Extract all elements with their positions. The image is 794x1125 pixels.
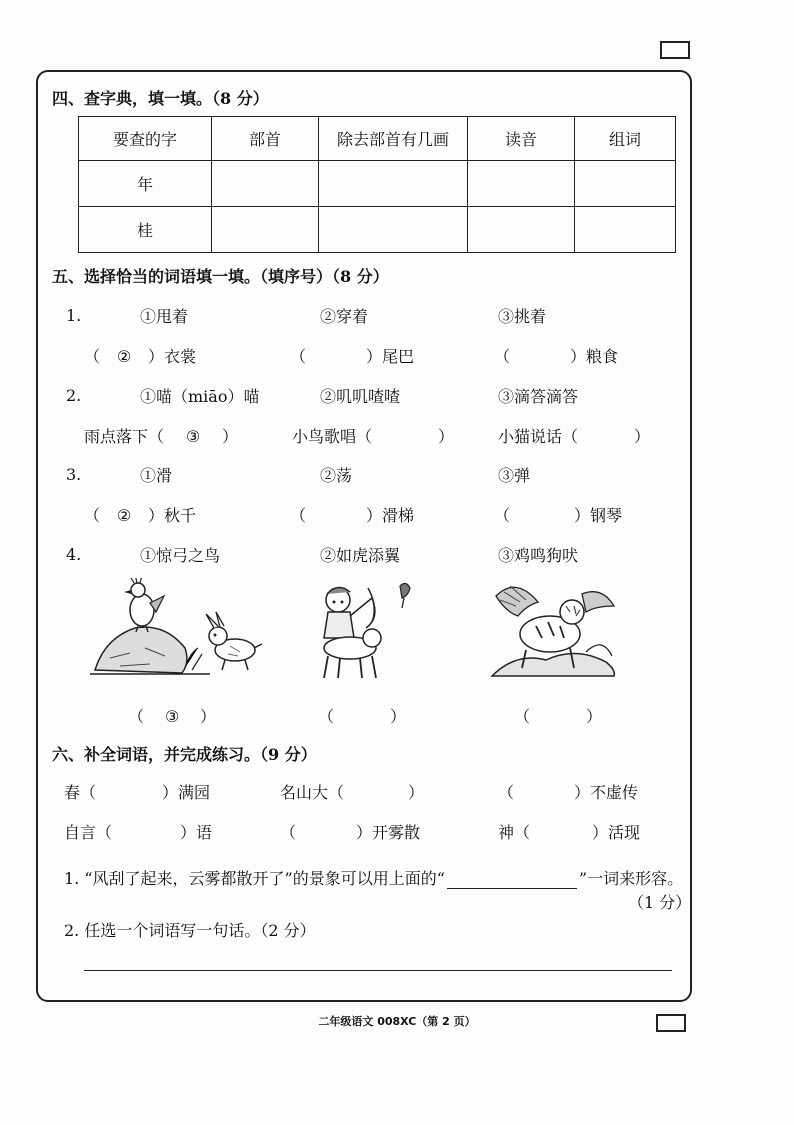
q3-blank-3[interactable]: （ ）钢琴 xyxy=(494,506,623,525)
q1-blank-2[interactable]: （ ）尾巴 xyxy=(290,347,415,366)
table-header: 除去部首有几画 xyxy=(319,117,468,161)
idiom-blank-6[interactable]: 神（ ）活现 xyxy=(498,823,641,842)
corner-marker-top xyxy=(660,41,690,59)
q1-option-3: ③挑着 xyxy=(498,307,547,326)
idiom-blank-4[interactable]: 自言（ ）语 xyxy=(64,823,213,842)
page-footer: 二年级语文 008XC（第 2 页） xyxy=(318,1015,476,1028)
q3-blank-2[interactable]: （ ）滑梯 xyxy=(290,506,415,525)
q2-blank-3[interactable]: 小猫说话（ ） xyxy=(498,427,651,446)
q1-blank-1[interactable]: （ ② ）衣裳 xyxy=(84,347,197,366)
table-cell-char: 桂 xyxy=(79,207,212,253)
idiom-blank-1[interactable]: 春（ ）满园 xyxy=(64,783,211,802)
section6-title: 六、补全词语，并完成练习。（9 分） xyxy=(52,745,317,764)
q3-blank-1[interactable]: （ ② ）秋千 xyxy=(84,506,197,525)
table-cell-blank[interactable] xyxy=(319,207,468,253)
table-cell-blank[interactable] xyxy=(575,161,676,207)
q3-option-3: ③弹 xyxy=(498,466,531,485)
q4-blank-2[interactable]: （ ） xyxy=(318,707,407,726)
q4-number: 4. xyxy=(66,545,82,564)
archer-illustration xyxy=(310,578,420,682)
table-cell-blank[interactable] xyxy=(468,161,575,207)
dictionary-table xyxy=(78,116,676,253)
writing-line[interactable] xyxy=(84,970,672,971)
q3-option-1: ①滑 xyxy=(140,466,173,485)
q1-option-2: ②穿着 xyxy=(320,307,369,326)
table-cell-blank[interactable] xyxy=(468,207,575,253)
idiom-blank-2[interactable]: 名山大（ ） xyxy=(280,783,425,802)
q4-blank-1[interactable]: （ ③ ） xyxy=(128,707,217,726)
section5-title: 五、选择恰当的词语填一填。（填序号）（8 分） xyxy=(52,267,389,286)
winged-tiger-illustration xyxy=(486,576,622,680)
table-cell-blank[interactable] xyxy=(319,161,468,207)
q2-number: 2. xyxy=(66,386,82,405)
q2-blank-1[interactable]: 雨点落下（ ③ ） xyxy=(84,427,239,446)
idiom-blank-5[interactable]: （ ）开雾散 xyxy=(280,823,421,842)
q1-number: 1. xyxy=(66,306,82,325)
q1-option-1: ①甩着 xyxy=(140,307,189,326)
idiom-blank-3[interactable]: （ ）不虚传 xyxy=(498,783,639,802)
table-cell-blank[interactable] xyxy=(575,207,676,253)
s6-question-2: 2. 任选一个词语写一句话。（2 分） xyxy=(64,921,316,940)
bird-and-rabbit-illustration xyxy=(90,578,265,678)
table-cell-char: 年 xyxy=(79,161,212,207)
q4-option-1: ①惊弓之鸟 xyxy=(140,546,221,565)
q2-option-2: ②叽叽喳喳 xyxy=(320,387,401,406)
answer-line[interactable] xyxy=(447,874,577,889)
q4-option-3: ③鸡鸣狗吠 xyxy=(498,546,579,565)
q2-option-1: ①喵（miāo）喵 xyxy=(140,387,260,406)
table-header: 组词 xyxy=(575,117,676,161)
answer-mark: ③ xyxy=(164,707,180,726)
table-cell-blank[interactable] xyxy=(212,161,319,207)
table-header: 要查的字 xyxy=(79,117,212,161)
s6-question-1-score: （1 分） xyxy=(628,893,692,912)
section4-title: 四、查字典，填一填。（8 分） xyxy=(52,89,269,108)
answer-mark: ③ xyxy=(185,427,201,446)
q4-blank-3[interactable]: （ ） xyxy=(514,707,603,726)
s6-question-1: 1. “风刮了起来，云雾都散开了”的景象可以用上面的“ ”一词来形容。 xyxy=(64,869,684,888)
q4-option-2: ②如虎添翼 xyxy=(320,546,401,565)
q2-blank-2[interactable]: 小鸟歌唱（ ） xyxy=(292,427,455,446)
table-cell-blank[interactable] xyxy=(212,207,319,253)
q1-blank-3[interactable]: （ ）粮食 xyxy=(494,347,619,366)
table-header: 部首 xyxy=(212,117,319,161)
answer-mark: ② xyxy=(116,506,132,525)
q3-number: 3. xyxy=(66,465,82,484)
table-row xyxy=(79,207,676,253)
answer-mark: ② xyxy=(116,347,132,366)
q2-option-3: ③滴答滴答 xyxy=(498,387,579,406)
q3-option-2: ②荡 xyxy=(320,466,353,485)
table-header: 读音 xyxy=(468,117,575,161)
table-row xyxy=(79,161,676,207)
